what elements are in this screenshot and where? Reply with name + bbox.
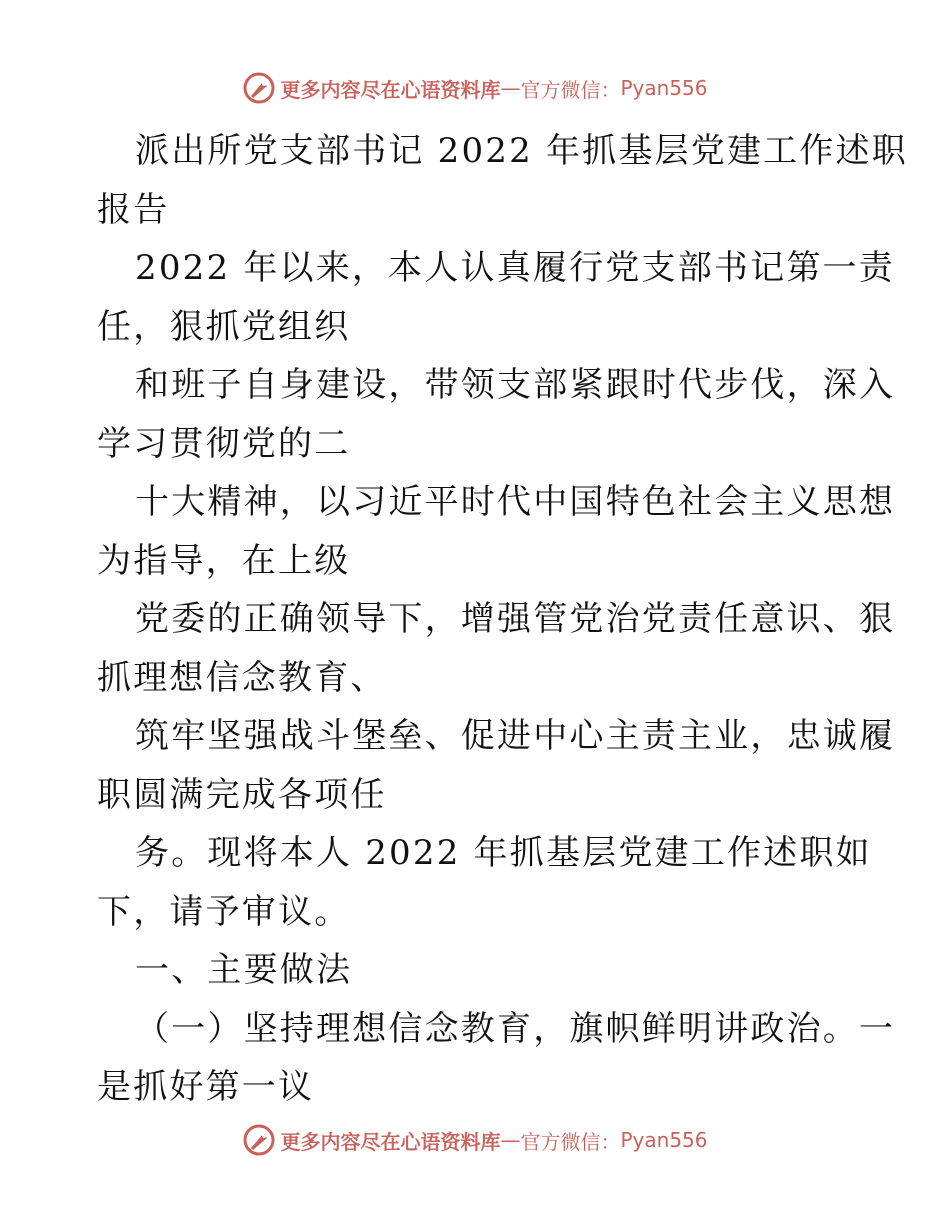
document-body [97, 122, 908, 1117]
watermark-dash: — [500, 1128, 521, 1152]
page-footer-watermark [0, 1120, 950, 1160]
body-line: 2022 年以来，本人认真履行党支部书记第一责 [135, 248, 895, 288]
body-line: 任，狠抓党组织 [97, 306, 351, 347]
pen-nib-logo-icon [242, 1123, 276, 1157]
body-line: 和班子自身建设，带领支部紧跟时代步伐，深入 [135, 365, 896, 405]
watermark-wechat-id: Pyan556 [620, 1128, 708, 1152]
body-line: 筑牢坚强战斗堡垒、促进中心主责主业，忠诚履 [135, 716, 896, 756]
body-line: 是抓好第一议 [97, 1067, 315, 1107]
section-heading: 一、主要做法 [135, 950, 353, 990]
page-header-watermark [0, 68, 950, 108]
watermark-wechat-label: 官方微信： [520, 1129, 621, 1154]
body-line: 十大精神，以习近平时代中国特色社会主义思想 [135, 482, 896, 522]
body-line: 抓理想信念教育、 [97, 657, 387, 698]
body-line: 职圆满完成各项任 [97, 774, 387, 815]
watermark-wechat-label: 官方微信： [520, 77, 621, 102]
body-line: 报告 [97, 189, 170, 230]
watermark-main-text: 更多内容尽在心语资料库 [280, 1129, 501, 1154]
body-line: （一）坚持理想信念教育，旗帜鲜明讲政治。一 [135, 1008, 896, 1049]
pen-nib-logo-icon [242, 71, 276, 105]
body-line: 党委的正确领导下，增强管党治党责任意识、狠 [135, 599, 896, 639]
watermark-main-text: 更多内容尽在心语资料库 [280, 77, 501, 102]
body-line: 下，请予审议。 [97, 891, 351, 932]
watermark-dash: — [500, 76, 521, 100]
watermark-wechat-id: Pyan556 [620, 76, 708, 100]
body-line: 务。现将本人 2022 年抓基层党建工作述职如 [135, 833, 872, 873]
body-line: 派出所党支部书记 2022 年抓基层党建工作述职 [135, 131, 908, 171]
body-line: 学习贯彻党的二 [97, 423, 351, 464]
body-line: 为指导，在上级 [97, 540, 351, 581]
